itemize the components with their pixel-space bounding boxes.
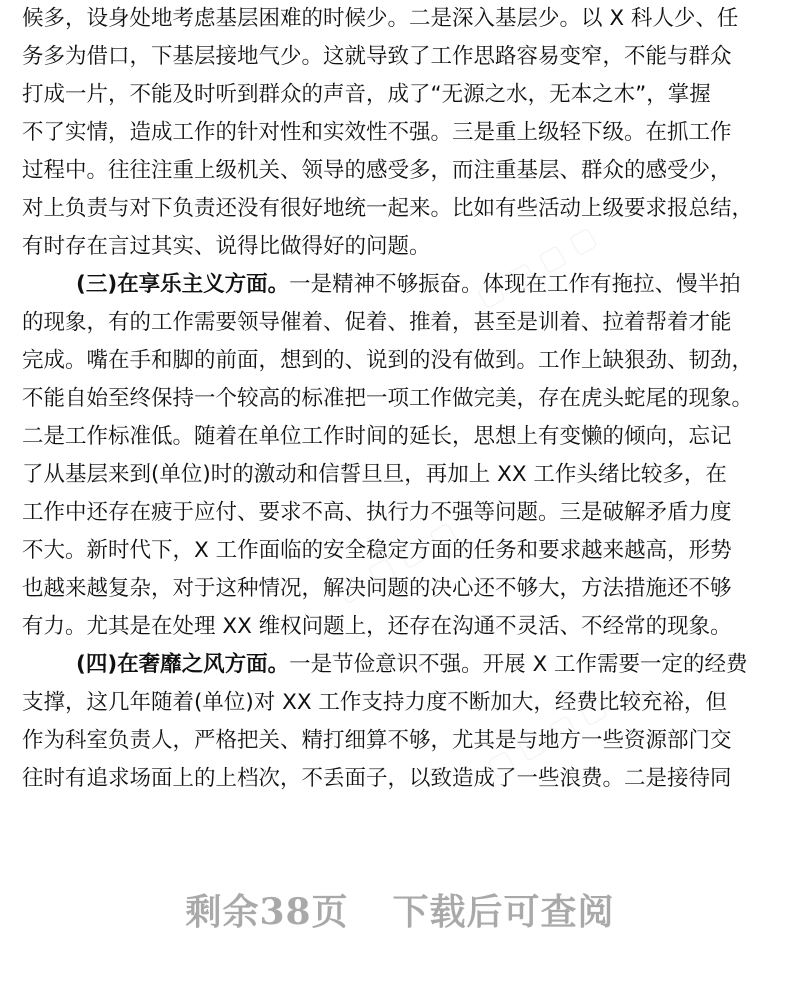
section-4-heading: (四)在奢靡之风方面。: [76, 652, 290, 677]
text-line: 有时存在言过其实、说得比做得好的问题。: [22, 234, 431, 259]
text-line: 不能自始至终保持一个较高的标准把一项工作做完美，存在虎头蛇尾的现象。: [22, 386, 754, 411]
remaining-pages-label: 剩余38页: [185, 891, 349, 933]
section-3-first-line-text: 一是精神不够振奋。体现在工作有拖拉、慢半拍: [289, 272, 741, 297]
text-line: 往时有追求场面上的上档次，不丢面子，以致造成了一些浪费。二是接待同: [22, 766, 732, 791]
text-line: 了从基层来到(单位)时的激动和信誓旦旦，再加上 XX 工作头绪比较多，在: [22, 462, 727, 487]
text-line: 支撑，这几年随着(单位)对 XX 工作支持力度不断加大，经费比较充裕，但: [22, 690, 727, 715]
section-4-first-line: [76, 646, 782, 684]
text-line: 工作中还存在疲于应付、要求不高、执行力不强等问题。三是破解矛盾力度: [22, 500, 732, 525]
text-line: 打成一片，不能及时听到群众的声音，成了“无源之水，无本之木”，掌握: [22, 82, 711, 107]
text-line: 有力。尤其是在处理 XX 维权问题上，还存在沟通不灵活、不经常的现象。: [22, 614, 732, 639]
text-line: 不了实情，造成工作的针对性和实效性不强。三是重上级轻下级。在抓工作: [22, 120, 732, 145]
text-line: 务多为借口，下基层接地气少。这就导致了工作思路容易变窄，不能与群众: [22, 44, 732, 69]
text-line: 对上负责与对下负责还没有很好地统一起来。比如有些活动上级要求报总结，: [22, 196, 754, 221]
text-line: 也越来越复杂，对于这种情况，解决问题的决心还不够大，方法措施还不够: [22, 576, 732, 601]
section-3-first-line: [76, 266, 782, 304]
section-3-heading: (三)在享乐主义方面。: [76, 272, 290, 297]
text-line: 候多，设身处地考虑基层困难的时候少。二是深入基层少。以 X 科人少、任: [22, 6, 739, 31]
text-line: 二是工作标准低。随着在单位工作时间的延长，思想上有变懒的倾向，忘记: [22, 424, 732, 449]
download-prompt-banner[interactable]: [0, 882, 800, 942]
text-line: 的现象，有的工作需要领导催着、促着、推着，甚至是训着、拉着帮着才能: [22, 310, 732, 335]
section-4-first-line-text: 一是节俭意识不强。开展 X 工作需要一定的经费: [289, 652, 748, 677]
text-line: 过程中。往往注重上级机关、领导的感受多，而注重基层、群众的感受少，: [22, 158, 732, 183]
text-line: 作为科室负责人，严格把关、精打细算不够，尤其是与地方一些资源部门交: [22, 728, 732, 753]
download-hint-label: 下载后可查阅: [392, 891, 615, 933]
text-line: 不大。新时代下，X 工作面临的安全稳定方面的任务和要求越来越高，形势: [22, 538, 732, 563]
text-line: 完成。嘴在手和脚的前面，想到的、说到的没有做到。工作上缺狠劲、韧劲，: [22, 348, 754, 373]
